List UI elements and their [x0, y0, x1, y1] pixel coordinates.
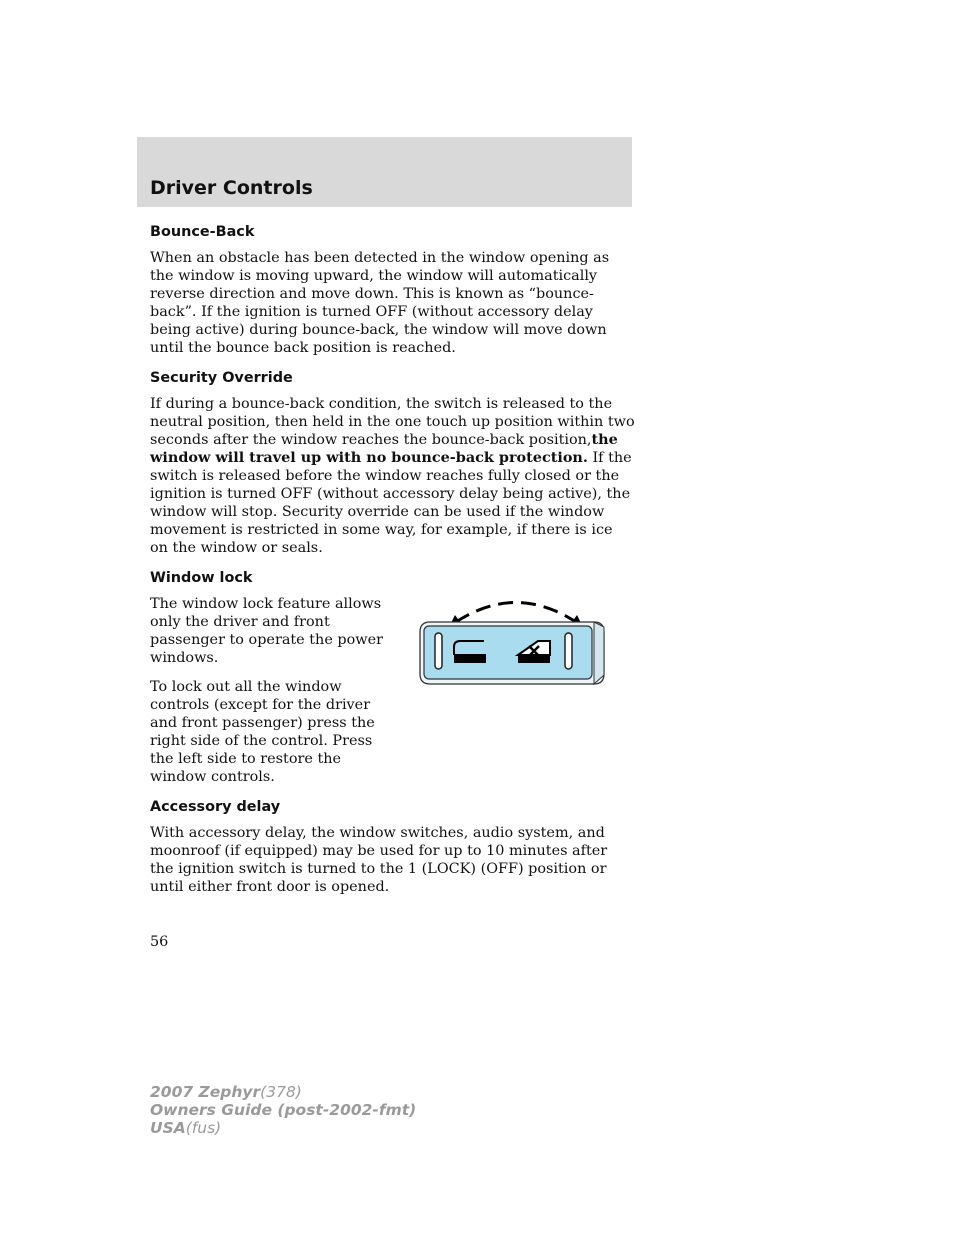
paragraph: To lock out all the window controls (except for the driver and front passenger) press the right side of the control. Press the left side to restore the window controls.	[150, 679, 375, 785]
footer-line	[150, 1119, 416, 1137]
page-content	[150, 222, 635, 907]
section-heading: Window lock	[150, 570, 253, 586]
section-window-lock	[150, 568, 635, 786]
section-heading: Bounce-Back	[150, 224, 255, 240]
footer-code: (fus)	[185, 1119, 222, 1137]
footer-model: 2007 Zephyr	[150, 1083, 261, 1101]
window-lock-body	[150, 595, 635, 786]
emphasized-text: the window will travel up with no bounce-back protection.	[150, 431, 618, 466]
footer	[150, 1083, 416, 1137]
page-title: Driver Controls	[150, 177, 313, 199]
footer-line	[150, 1083, 416, 1101]
paragraph: When an obstacle has been detected in the window opening as the window is moving upward, the window will automatically reverse direction and move down. This is known as “bounce-back”. If the ignition is turned OFF (without accessory delay being active) during bounce-back, the window will move down until the bounce back position is reached.	[150, 250, 610, 356]
paragraph: The window lock feature allows only the driver and front passenger to operate the power windows.	[150, 596, 384, 666]
right-indicator-bar	[565, 633, 572, 669]
left-indicator-bar	[435, 633, 442, 669]
section-heading: Accessory delay	[150, 799, 281, 815]
page-number: 56	[150, 934, 169, 950]
switch-side	[594, 622, 604, 684]
arrow-arc	[456, 603, 576, 623]
paragraph: With accessory delay, the window switches, audio system, and moonroof (if equipped) may be used for up to 10 minutes after the ignition switch is turned to the 1 (LOCK) (OFF) position or until either front door is opened.	[150, 825, 608, 895]
paragraph-text: If during a bounce-back condition, the switch is released to the neutral position, then held in the one touch up position within two seconds after the window reaches the bounce-back position,	[150, 396, 635, 448]
section-accessory-delay	[150, 797, 635, 896]
footer-market: USA	[150, 1119, 186, 1137]
footer-guide: Owners Guide (post-2002-fmt)	[150, 1101, 417, 1119]
section-bounce-back	[150, 222, 635, 357]
footer-code: (378)	[260, 1083, 302, 1101]
window-lock-switch-illustration	[418, 595, 623, 695]
section-security-override	[150, 368, 635, 557]
header-band	[137, 137, 632, 207]
paragraph	[150, 395, 635, 557]
paragraph-text: If the switch is released before the window reaches fully closed or the ignition is turned OFF (without accessory delay being active), the window will stop. Security override can be used if the window movement is restricted in some way, for example, if there is ice on the window or seals.	[150, 450, 632, 556]
section-heading: Security Override	[150, 370, 293, 386]
